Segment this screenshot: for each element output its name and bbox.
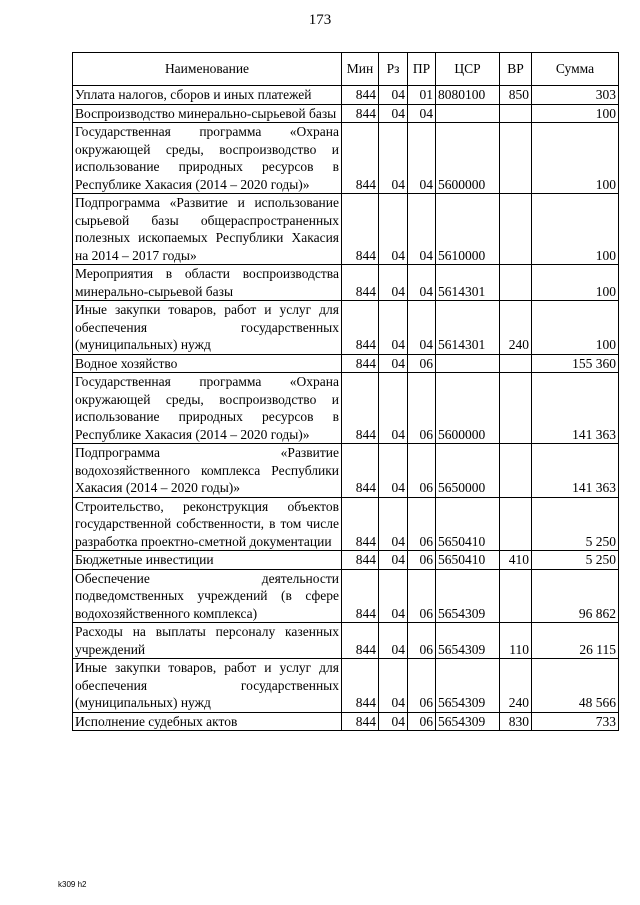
cell-sum: 5 250	[532, 551, 619, 570]
header-sum: Сумма	[532, 53, 619, 86]
page-number: 173	[308, 12, 332, 28]
cell-sum: 26 115	[532, 623, 619, 659]
cell-sum: 303	[532, 86, 619, 105]
cell-sum: 155 360	[532, 354, 619, 373]
header-vr: ВР	[500, 53, 532, 86]
cell-min: 844	[342, 659, 379, 713]
cell-csr: 5650000	[436, 444, 500, 498]
header-csr: ЦСР	[436, 53, 500, 86]
table-row	[73, 497, 619, 551]
table-row	[73, 659, 619, 713]
cell-pr: 04	[408, 194, 436, 265]
cell-pr: 06	[408, 569, 436, 623]
footer-code: k309 h2	[58, 880, 87, 889]
table-row	[73, 444, 619, 498]
table-row	[73, 104, 619, 123]
header-name: Наименование	[73, 53, 342, 86]
cell-name: Строительство, реконструкция объектов государственной собственности, в том числе разработка проектно-сметной документации	[73, 497, 342, 551]
header-min: Мин	[342, 53, 379, 86]
cell-min: 844	[342, 86, 379, 105]
header-rz: Рз	[379, 53, 408, 86]
cell-name: Подпрограмма «Развитие водохозяйственного комплекса Республики Хакасия (2014 – 2020 годы)»	[73, 444, 342, 498]
table-row	[73, 194, 619, 265]
cell-vr	[500, 194, 532, 265]
cell-name: Государственная программа «Охрана окружающей среды, воспроизводство и использование природных ресурсов в Республике Хакасия (2014 – 2020 годы)»	[73, 123, 342, 194]
cell-csr: 5654309	[436, 659, 500, 713]
cell-min: 844	[342, 123, 379, 194]
cell-sum: 5 250	[532, 497, 619, 551]
cell-pr: 01	[408, 86, 436, 105]
cell-rz: 04	[379, 497, 408, 551]
cell-rz: 04	[379, 569, 408, 623]
table-row	[73, 712, 619, 731]
table-row	[73, 86, 619, 105]
cell-csr: 5614301	[436, 265, 500, 301]
cell-pr: 04	[408, 265, 436, 301]
cell-pr: 06	[408, 659, 436, 713]
cell-min: 844	[342, 623, 379, 659]
cell-csr: 5650410	[436, 551, 500, 570]
cell-vr: 240	[500, 301, 532, 355]
table-row	[73, 373, 619, 444]
cell-name: Воспроизводство минерально-сырьевой базы	[73, 104, 342, 123]
cell-min: 844	[342, 712, 379, 731]
cell-csr: 5614301	[436, 301, 500, 355]
cell-vr: 850	[500, 86, 532, 105]
cell-csr: 5654309	[436, 712, 500, 731]
cell-pr: 06	[408, 623, 436, 659]
cell-rz: 04	[379, 123, 408, 194]
cell-pr: 04	[408, 301, 436, 355]
cell-sum: 733	[532, 712, 619, 731]
cell-sum: 100	[532, 265, 619, 301]
cell-rz: 04	[379, 373, 408, 444]
cell-rz: 04	[379, 623, 408, 659]
table-header-row	[73, 53, 619, 86]
cell-csr: 5654309	[436, 623, 500, 659]
cell-sum: 100	[532, 301, 619, 355]
cell-name: Мероприятия в области воспроизводства минерально-сырьевой базы	[73, 265, 342, 301]
cell-name: Иные закупки товаров, работ и услуг для обеспечения государственных (муниципальных) нужд	[73, 301, 342, 355]
cell-name: Государственная программа «Охрана окружающей среды, воспроизводство и использование природных ресурсов в Республике Хакасия (2014 – 2020 годы)»	[73, 373, 342, 444]
cell-rz: 04	[379, 444, 408, 498]
cell-csr: 5650410	[436, 497, 500, 551]
cell-csr	[436, 104, 500, 123]
cell-name: Иные закупки товаров, работ и услуг для обеспечения государственных (муниципальных) нужд	[73, 659, 342, 713]
cell-pr: 04	[408, 104, 436, 123]
cell-name: Обеспечение деятельности подведомственных учреждений (в сфере водохозяйственного комплекса)	[73, 569, 342, 623]
cell-sum: 141 363	[532, 444, 619, 498]
cell-name: Расходы на выплаты персоналу казенных учреждений	[73, 623, 342, 659]
table-row	[73, 123, 619, 194]
table-row	[73, 551, 619, 570]
cell-pr: 06	[408, 373, 436, 444]
cell-rz: 04	[379, 265, 408, 301]
cell-csr: 5654309	[436, 569, 500, 623]
cell-rz: 04	[379, 354, 408, 373]
cell-csr: 8080100	[436, 86, 500, 105]
cell-csr	[436, 354, 500, 373]
cell-rz: 04	[379, 301, 408, 355]
table-row	[73, 569, 619, 623]
cell-rz: 04	[379, 104, 408, 123]
table-row	[73, 623, 619, 659]
cell-min: 844	[342, 444, 379, 498]
cell-min: 844	[342, 265, 379, 301]
cell-rz: 04	[379, 712, 408, 731]
cell-rz: 04	[379, 551, 408, 570]
cell-vr	[500, 354, 532, 373]
cell-min: 844	[342, 104, 379, 123]
cell-name: Подпрограмма «Развитие и использование сырьевой базы общераспространенных полезных ископаемых Республики Хакасия на 2014 – 2017 годы»	[73, 194, 342, 265]
cell-min: 844	[342, 301, 379, 355]
table-row	[73, 301, 619, 355]
cell-csr: 5600000	[436, 373, 500, 444]
cell-sum: 48 566	[532, 659, 619, 713]
cell-csr: 5610000	[436, 194, 500, 265]
cell-min: 844	[342, 373, 379, 444]
cell-vr	[500, 497, 532, 551]
cell-min: 844	[342, 569, 379, 623]
cell-rz: 04	[379, 86, 408, 105]
header-pr: ПР	[408, 53, 436, 86]
cell-sum: 100	[532, 123, 619, 194]
budget-table	[72, 52, 619, 731]
cell-vr	[500, 104, 532, 123]
cell-vr: 830	[500, 712, 532, 731]
cell-name: Водное хозяйство	[73, 354, 342, 373]
cell-vr	[500, 123, 532, 194]
cell-pr: 06	[408, 551, 436, 570]
cell-sum: 100	[532, 194, 619, 265]
cell-pr: 04	[408, 123, 436, 194]
table-row	[73, 354, 619, 373]
cell-pr: 06	[408, 497, 436, 551]
cell-sum: 96 862	[532, 569, 619, 623]
cell-min: 844	[342, 194, 379, 265]
cell-name: Исполнение судебных актов	[73, 712, 342, 731]
cell-rz: 04	[379, 194, 408, 265]
cell-sum: 100	[532, 104, 619, 123]
cell-pr: 06	[408, 712, 436, 731]
cell-min: 844	[342, 497, 379, 551]
cell-vr	[500, 569, 532, 623]
cell-vr	[500, 265, 532, 301]
table-row	[73, 265, 619, 301]
cell-sum: 141 363	[532, 373, 619, 444]
cell-pr: 06	[408, 354, 436, 373]
cell-name: Уплата налогов, сборов и иных платежей	[73, 86, 342, 105]
cell-vr: 240	[500, 659, 532, 713]
cell-rz: 04	[379, 659, 408, 713]
cell-min: 844	[342, 551, 379, 570]
cell-vr: 110	[500, 623, 532, 659]
cell-name: Бюджетные инвестиции	[73, 551, 342, 570]
cell-pr: 06	[408, 444, 436, 498]
cell-min: 844	[342, 354, 379, 373]
cell-csr: 5600000	[436, 123, 500, 194]
cell-vr	[500, 444, 532, 498]
cell-vr	[500, 373, 532, 444]
cell-vr: 410	[500, 551, 532, 570]
